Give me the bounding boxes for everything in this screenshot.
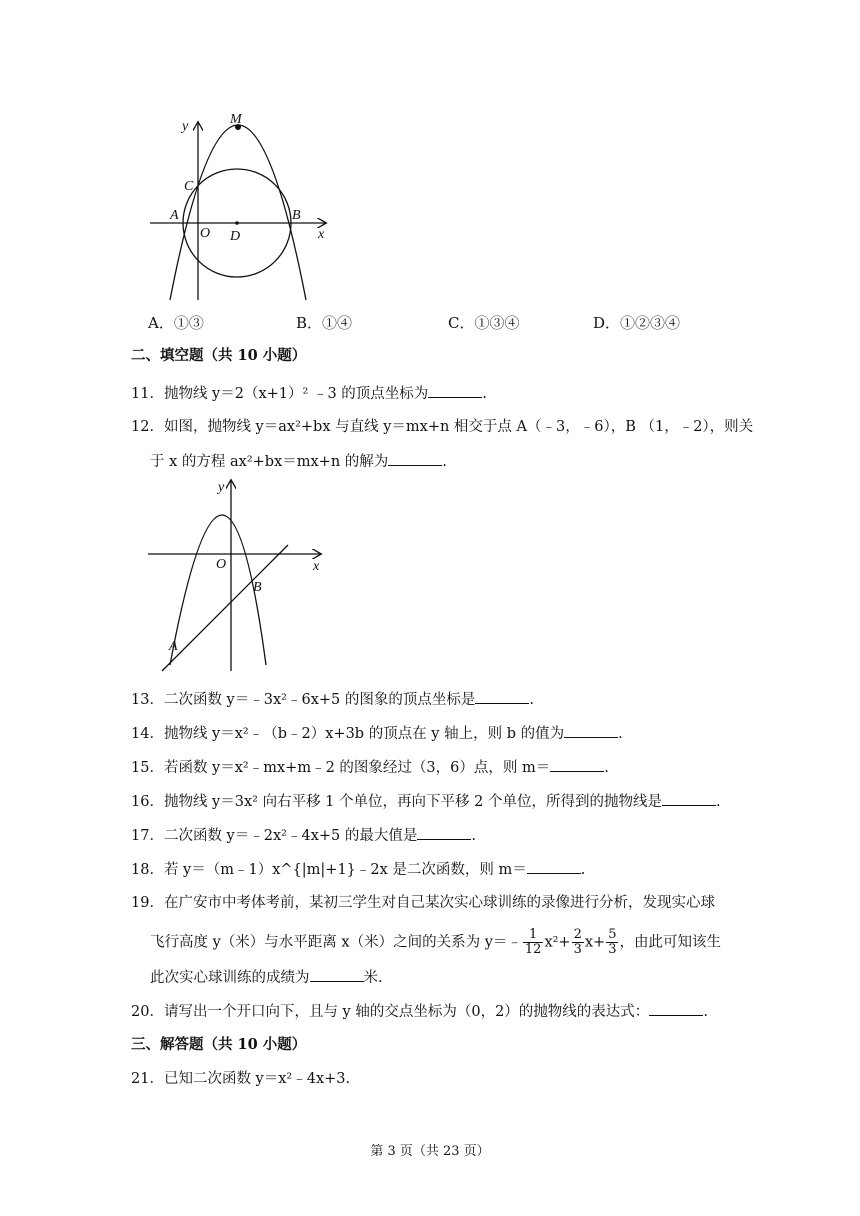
point-d: [235, 221, 239, 225]
answer-blank: [310, 967, 364, 982]
label-o: O: [216, 557, 227, 572]
question-16-end: .: [715, 794, 721, 810]
question-10-options: [148, 312, 768, 336]
answer-blank: [388, 451, 442, 466]
page-footer: 第 3 页（共 23 页）: [370, 1144, 490, 1159]
question-16: [131, 791, 721, 812]
question-13-end: .: [529, 692, 534, 708]
option-c: C．①③④: [448, 314, 520, 332]
question-19-unit: 米.: [363, 970, 383, 986]
question-12-text: 于 x 的方程 ax²+bx＝mx+n 的解为: [150, 454, 389, 470]
fraction-numerator: 1: [523, 928, 544, 943]
question-17-text: 17．二次函数 y＝﹣2x²﹣4x+5 的最大值是: [131, 828, 418, 844]
question-19-line-1: 19．在广安市中考体考前，某初三学生对自己某次实心球训练的录像进行分析，发现实心球: [131, 895, 715, 911]
answer-blank: [527, 859, 581, 874]
fraction-numerator: 2: [573, 927, 582, 942]
answer-blank: [417, 825, 471, 840]
fraction-denominator: 12: [524, 942, 542, 957]
question-11-text: 11．抛物线 y＝2（x+1）² ﹣3 的顶点坐标为: [131, 386, 429, 402]
answer-blank: [649, 1001, 703, 1016]
question-15-text: 15．若函数 y＝x²﹣mx+m﹣2 的图象经过（3，6）点，则 m＝: [131, 760, 551, 776]
parabola-curve: [170, 125, 306, 300]
question-13: [131, 689, 534, 710]
label-c: C: [184, 179, 194, 194]
question-17-end: .: [471, 828, 476, 844]
answer-blank: [475, 689, 529, 704]
question-15-end: .: [604, 760, 609, 776]
figure-parabola-line: [140, 475, 340, 675]
question-19-line-3: [150, 967, 383, 988]
answer-blank: [428, 383, 482, 398]
label-a: A: [170, 208, 179, 223]
label-y: y: [218, 480, 225, 495]
label-b: B: [292, 208, 301, 223]
question-14-end: .: [618, 726, 623, 742]
question-14-text: 14．抛物线 y＝x²﹣（b﹣2）x+3b 的顶点在 y 轴上，则 b 的值为: [131, 726, 565, 742]
question-18: [131, 859, 585, 880]
option-b: B．①④: [296, 314, 353, 332]
question-12-end: .: [442, 454, 447, 470]
question-19-text-mid1: x²+: [544, 934, 571, 951]
label-x: x: [318, 227, 325, 242]
question-20: [131, 1001, 708, 1022]
question-19-text-pre: 飞行高度 y（米）与水平距离 x（米）之间的关系为 y＝﹣: [150, 934, 522, 951]
label-b: B: [253, 580, 262, 595]
section-2-heading: 二、填空题（共 10 小题）: [131, 347, 307, 364]
question-13-text: 13．二次函数 y＝﹣3x²﹣6x+5 的图象的顶点坐标是: [131, 692, 476, 708]
question-15: [131, 757, 609, 778]
fraction-2-3: [572, 928, 584, 957]
question-18-text: 18．若 y＝（m﹣1）x^{|m|+1}﹣2x 是二次函数，则 m＝: [131, 862, 527, 878]
parabola-curve: [170, 515, 266, 665]
fraction-denominator: 3: [608, 942, 617, 957]
fraction-numerator: 5: [608, 927, 617, 942]
label-d: D: [230, 229, 241, 244]
label-x: x: [313, 559, 320, 574]
section-3-heading: 三、解答题（共 10 小题）: [131, 1036, 307, 1053]
label-a: A: [169, 639, 178, 654]
answer-blank: [550, 757, 604, 772]
question-16-text: 16．抛物线 y＝3x² 向右平移 1 个单位，再向下平移 2 个单位，所得到的抛物线是: [131, 794, 662, 810]
question-14: [131, 723, 623, 744]
label-o: O: [200, 226, 211, 241]
question-21: 21．已知二次函数 y＝x²﹣4x+3.: [131, 1071, 351, 1087]
answer-blank: [662, 791, 716, 806]
fraction-1-12: [523, 928, 544, 957]
fraction-denominator: 3: [573, 942, 582, 957]
question-19-line-2: [150, 928, 721, 957]
question-20-text: 20．请写出一个开口向下，且与 y 轴的交点坐标为（0，2）的抛物线的表达式：: [131, 1004, 650, 1020]
question-18-end: .: [580, 862, 586, 878]
answer-blank: [564, 723, 618, 738]
question-19-text-post: ，由此可知该生: [619, 934, 721, 951]
question-17: [131, 825, 476, 846]
question-11: [131, 383, 487, 404]
label-m: M: [230, 112, 242, 127]
question-12-line-2: [150, 451, 447, 472]
question-19-text-mid2: x+: [584, 934, 606, 951]
option-a: A．①③: [148, 314, 204, 332]
question-19-text-end: 此次实心球训练的成绩为: [150, 970, 310, 986]
option-d: D．①②③④: [593, 314, 681, 332]
label-y: y: [182, 119, 189, 134]
figure-parabola-circle: [140, 105, 340, 305]
fraction-5-3: [606, 928, 618, 957]
question-12-line-1: 12．如图，抛物线 y＝ax²+bx 与直线 y＝mx+n 相交于点 A（﹣3，﹣6），B （1，﹣2），则关: [131, 419, 754, 435]
question-20-end: .: [703, 1004, 708, 1020]
question-11-end: .: [482, 386, 487, 402]
